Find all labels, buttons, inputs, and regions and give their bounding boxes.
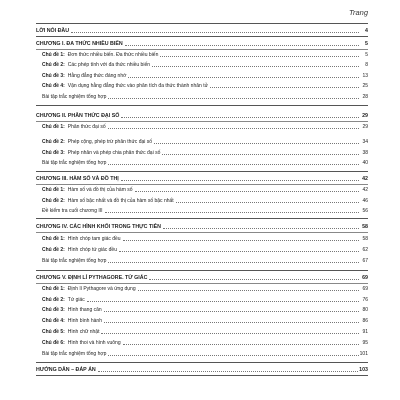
exercise-label: Bài tập trắc nghiệm tổng hợp <box>42 351 107 357</box>
exercise-entry[interactable] <box>42 255 368 264</box>
exercise-label: Đề kiểm tra cuối chương III <box>42 208 103 214</box>
exercise-page: 67 <box>362 258 368 264</box>
topic-entry[interactable] <box>42 147 368 156</box>
leader-dots <box>125 45 359 46</box>
divider <box>36 218 368 219</box>
leader-dots <box>123 240 359 241</box>
topic-label: Phép nhân và phép chia phân thức đại số <box>67 150 161 156</box>
topic-page: 25 <box>362 83 368 89</box>
toc-entry-intro[interactable] <box>36 25 368 34</box>
topic-entry[interactable] <box>42 59 368 68</box>
exercise-label: Bài tập trắc nghiệm tổng hợp <box>42 258 107 264</box>
topic-tag: Chủ đề 2: <box>42 62 65 68</box>
divider <box>36 36 368 37</box>
topic-entry[interactable] <box>42 70 368 79</box>
chapter-page: 29 <box>362 112 368 119</box>
toc-entry-answers[interactable] <box>36 364 368 373</box>
entry-label: HƯỚNG DẪN – ĐÁP ÁN <box>36 366 96 373</box>
topic-page: 76 <box>362 297 368 303</box>
leader-dots <box>104 322 359 323</box>
topic-tag: Chủ đề 2: <box>42 297 65 303</box>
topic-tag: Chủ đề 1: <box>42 286 65 292</box>
leader-dots <box>121 117 359 118</box>
exercise-label: Bài tập trắc nghiệm tổng hợp <box>42 160 107 166</box>
leader-dots <box>135 191 359 192</box>
chapter-heading[interactable] <box>36 110 368 119</box>
chapter-heading[interactable] <box>36 38 368 47</box>
topic-tag: Chủ đề 3: <box>42 150 65 156</box>
topic-entry[interactable] <box>42 337 368 346</box>
topic-entry[interactable] <box>42 315 368 324</box>
topic-label: Vận dụng hằng đẳng thức vào phân tích đa thức thành nhân tử <box>67 83 208 89</box>
topic-tag: Chủ đề 2: <box>42 139 65 145</box>
topic-label: Hằng đẳng thức đáng nhớ <box>67 73 127 79</box>
topic-entry[interactable] <box>42 80 368 89</box>
leader-dots <box>123 344 359 345</box>
topic-label: Tứ giác <box>67 297 85 303</box>
topic-entry[interactable] <box>42 294 368 303</box>
entry-label: LỜI NÓI ĐẦU <box>36 27 70 34</box>
topic-page: 13 <box>362 73 368 79</box>
chapter-title: CHƯƠNG I. ĐA THỨC NHIỀU BIẾN <box>36 40 123 47</box>
chapter-title: CHƯƠNG III. HÀM SỐ VÀ ĐỒ THỊ <box>36 175 119 182</box>
leader-dots <box>152 66 359 67</box>
leader-dots <box>108 98 359 99</box>
divider <box>36 23 368 24</box>
topic-entry[interactable] <box>42 184 368 193</box>
topic-entry[interactable] <box>42 326 368 335</box>
topic-page: 46 <box>362 198 368 204</box>
exercise-page: 101 <box>359 351 368 357</box>
leader-dots <box>87 301 359 302</box>
exercise-entry[interactable] <box>42 157 368 166</box>
chapter-heading[interactable] <box>36 272 368 281</box>
leader-dots <box>98 371 358 372</box>
topic-page: 91 <box>362 329 368 335</box>
entry-page: 4 <box>365 27 368 34</box>
divider <box>36 362 368 363</box>
topic-page: 5 <box>365 52 368 58</box>
leader-dots <box>154 143 359 144</box>
divider <box>36 270 368 271</box>
topic-label: Hình chữ nhật <box>67 329 100 335</box>
leader-dots <box>121 180 359 181</box>
topic-label: Phân thức đại số <box>67 124 106 130</box>
topic-tag: Chủ đề 1: <box>42 124 65 130</box>
exercise-entry[interactable] <box>42 205 368 214</box>
topic-page: 69 <box>362 286 368 292</box>
topic-page: 80 <box>362 307 368 313</box>
topic-label: Định lí Pythagore và ứng dụng <box>67 286 136 292</box>
leader-dots <box>101 333 359 334</box>
topic-label: Hình thoi và hình vuông <box>67 340 121 346</box>
leader-dots <box>176 202 359 203</box>
leader-dots <box>138 290 359 291</box>
topic-tag: Chủ đề 1: <box>42 187 65 193</box>
topic-tag: Chủ đề 2: <box>42 198 65 204</box>
leader-dots <box>149 279 359 280</box>
leader-dots <box>163 228 359 229</box>
exercise-label: Bài tập trắc nghiệm tổng hợp <box>42 94 107 100</box>
topic-page: 38 <box>362 150 368 156</box>
topic-page: 86 <box>362 318 368 324</box>
chapter-page: 58 <box>362 223 368 230</box>
topic-entry[interactable] <box>42 304 368 313</box>
topic-label: Hình chóp tam giác đều <box>67 236 121 242</box>
leader-dots <box>108 164 359 165</box>
topic-entry[interactable] <box>42 49 368 58</box>
topic-tag: Chủ đề 1: <box>42 52 65 58</box>
leader-dots <box>210 87 359 88</box>
exercise-entry[interactable] <box>42 91 368 100</box>
topic-tag: Chủ đề 5: <box>42 329 65 335</box>
leader-dots <box>105 212 359 213</box>
leader-dots <box>162 154 359 155</box>
chapter-page: 69 <box>362 274 368 281</box>
topic-page: 58 <box>362 236 368 242</box>
leader-dots <box>160 56 359 57</box>
topic-tag: Chủ đề 4: <box>42 318 65 324</box>
topic-entry[interactable] <box>42 244 368 253</box>
topic-entry[interactable] <box>42 136 368 145</box>
chapter-page: 5 <box>365 40 368 47</box>
topic-entry[interactable] <box>42 233 368 242</box>
topic-label: Hàm số bậc nhất và đồ thị của hàm số bậc nhất <box>67 198 174 204</box>
exercise-page: 28 <box>362 94 368 100</box>
topic-page: 8 <box>365 62 368 68</box>
chapter-page: 42 <box>362 175 368 182</box>
topic-label: Các phép tính với đa thức nhiều biến <box>67 62 151 68</box>
topic-tag: Chủ đề 3: <box>42 307 65 313</box>
leader-dots <box>108 355 358 356</box>
leader-dots <box>104 311 359 312</box>
topic-entry[interactable] <box>42 121 368 130</box>
topic-tag: Chủ đề 4: <box>42 83 65 89</box>
exercise-entry[interactable] <box>42 348 368 357</box>
topic-tag: Chủ đề 3: <box>42 73 65 79</box>
chapter-title: CHƯƠNG V. ĐỊNH LÍ PYTHAGORE. TỨ GIÁC <box>36 274 148 281</box>
exercise-page: 56 <box>362 208 368 214</box>
topic-label: Phép cộng, phép trừ phân thức đại số <box>67 139 153 145</box>
topic-page: 62 <box>362 247 368 253</box>
topic-page: 34 <box>362 139 368 145</box>
divider <box>36 105 368 106</box>
chapter-title: CHƯƠNG IV. CÁC HÌNH KHỐI TRONG THỰC TIỄN <box>36 223 161 230</box>
leader-dots <box>128 77 359 78</box>
topic-label: Hình thang cân <box>67 307 102 313</box>
topic-label: Hình bình hành <box>67 318 102 324</box>
chapter-heading[interactable] <box>36 221 368 230</box>
topic-tag: Chủ đề 6: <box>42 340 65 346</box>
topic-page: 42 <box>362 187 368 193</box>
topic-label: Hàm số và đồ thị của hàm số <box>67 187 133 193</box>
topic-label: Đơn thức nhiều biến. Đa thức nhiều biến <box>67 52 159 58</box>
divider <box>36 171 368 172</box>
chapter-heading[interactable] <box>36 173 368 182</box>
topic-tag: Chủ đề 1: <box>42 236 65 242</box>
topic-page: 29 <box>362 124 368 130</box>
chapter-title: CHƯƠNG II. PHÂN THỨC ĐẠI SỐ <box>36 112 120 119</box>
topic-entry[interactable] <box>42 195 368 204</box>
topic-label: Hình chóp tứ giác đều <box>67 247 117 253</box>
page-header-trang: Trang <box>348 8 368 17</box>
exercise-page: 40 <box>362 160 368 166</box>
topic-entry[interactable] <box>42 283 368 292</box>
leader-dots <box>108 128 359 129</box>
leader-dots <box>108 262 359 263</box>
topic-tag: Chủ đề 2: <box>42 247 65 253</box>
leader-dots <box>71 32 359 33</box>
divider <box>36 375 368 376</box>
topic-page: 95 <box>362 340 368 346</box>
leader-dots <box>119 251 359 252</box>
entry-page: 103 <box>359 366 368 373</box>
